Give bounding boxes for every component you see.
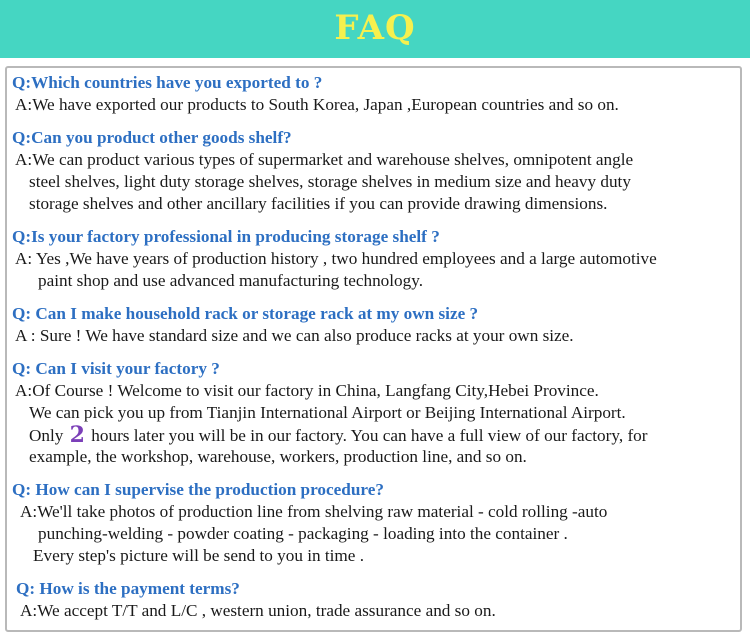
faq-answer-2-line-2: steel shelves, light duty storage shelves, storage shelves in medium size and heavy duty [29, 172, 631, 191]
faq-question-2: Q:Can you product other goods shelf? [12, 128, 292, 147]
faq-answer-3-line-2: paint shop and use advanced manufacturing technology. [38, 271, 424, 290]
faq-answer-6-line-2: punching-welding - powder coating - packaging - loading into the container . [38, 524, 568, 543]
faq-question-3: Q:Is your factory professional in producing storage shelf ? [12, 227, 440, 246]
faq-answer-5-line-3-prefix: Only [29, 426, 64, 445]
faq-answer-3-line-1: A: Yes ,We have years of production history , two hundred employees and a large automotive [15, 249, 657, 268]
faq-answer-5-line-4: example, the workshop, warehouse, workers, production line, and so on. [29, 447, 527, 466]
faq-question-6: Q: How can I supervise the production procedure? [12, 480, 384, 499]
faq-answer-2-line-1: A:We can product various types of supermarket and warehouse shelves, omnipotent angle [15, 150, 634, 169]
faq-question-4: Q: Can I make household rack or storage rack at my own size ? [12, 304, 479, 323]
highlight-number: 2 [69, 422, 85, 448]
faq-answer-5-line-2: We can pick you up from Tianjin International Airport or Beijing International Airport. [29, 403, 626, 422]
faq-answer-5-line-1: A:Of Course ! Welcome to visit our factory in China, Langfang City,Hebei Province. [15, 381, 599, 400]
faq-header-banner [0, 0, 750, 58]
faq-answer-5-line-3 [29, 424, 647, 447]
faq-answer-4-line-1: A : Sure ! We have standard size and we can also produce racks at your own size. [15, 326, 574, 345]
faq-answer-7-line-1: A:We accept T/T and L/C , western union, trade assurance and so on. [20, 601, 496, 620]
faq-answer-6-line-3: Every step's picture will be send to you in time . [33, 546, 365, 565]
faq-answer-5-line-3-suffix: hours later you will be in our factory. You can have a full view of our factory, for [91, 426, 648, 445]
faq-answer-2-line-3: storage shelves and other ancillary facilities if you can provide drawing dimensions. [29, 194, 608, 213]
faq-answer-1-line-1: A:We have exported our products to South Korea, Japan ,European countries and so on. [15, 95, 619, 114]
faq-question-5: Q: Can I visit your factory ? [12, 359, 220, 378]
faq-question-1: Q:Which countries have you exported to ? [12, 73, 323, 92]
faq-answer-6-line-1: A:We'll take photos of production line from shelving raw material - cold rolling -auto [20, 502, 608, 521]
page-title: FAQ [334, 8, 416, 48]
faq-question-7: Q: How is the payment terms? [16, 579, 240, 598]
